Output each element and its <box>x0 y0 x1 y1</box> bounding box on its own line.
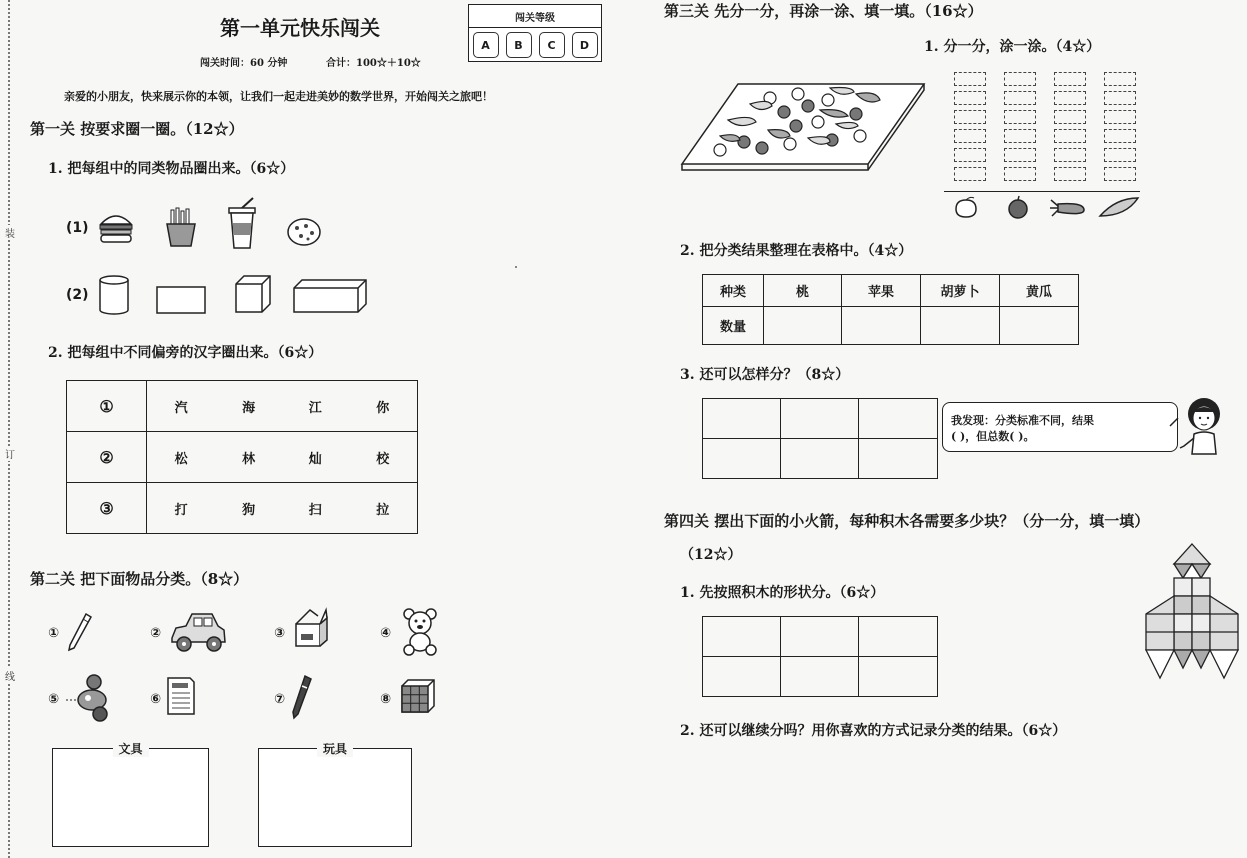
binding-label-ding: 订 <box>5 446 15 461</box>
table-header: 胡萝卜 <box>921 275 1000 307</box>
radical-row-1 <box>67 381 418 432</box>
char-cell[interactable]: 海 <box>215 381 282 432</box>
table-header: 黄瓜 <box>1000 275 1079 307</box>
coloring-columns[interactable] <box>950 72 1144 190</box>
alt-classification-grid[interactable] <box>702 398 938 479</box>
level4-q1: 1. 先按照积木的形状分。（6☆） <box>680 585 885 601</box>
cucumber-icon <box>1098 196 1140 220</box>
table-header: 种类 <box>703 275 764 307</box>
binding-line <box>8 0 11 858</box>
bubble-line-1: 我发现：分类标准不同，结果 <box>951 414 1094 427</box>
classification-table <box>702 274 1079 345</box>
grade-box <box>468 4 602 62</box>
toy-box-label: 玩具 <box>317 740 353 757</box>
block-rocket-illustration <box>1144 542 1240 682</box>
cylinder-icon[interactable] <box>98 274 130 316</box>
cuboid-icon[interactable] <box>292 278 368 314</box>
column-baseline <box>944 191 1140 192</box>
box-icon[interactable] <box>292 608 330 650</box>
produce-tray-illustration <box>680 80 928 172</box>
girl-illustration <box>1176 396 1228 456</box>
item-number: ⑧ <box>380 692 392 707</box>
carrot-column[interactable] <box>1054 72 1086 190</box>
level3-title: 第三关 先分一分，再涂一涂、填一填。（16☆） <box>664 2 983 20</box>
level4-q2: 2. 还可以继续分吗？用你喜欢的方式记录分类的结果。（6☆） <box>680 723 1067 739</box>
toy-box[interactable] <box>258 742 412 847</box>
char-cell[interactable]: 松 <box>147 432 216 483</box>
binding-label-xian: 线 <box>5 668 15 683</box>
notebook-icon[interactable] <box>166 676 196 716</box>
cucumber-column[interactable] <box>1104 72 1136 190</box>
stationery-box[interactable] <box>52 742 209 847</box>
exam-time: 闯关时间：60 分钟 <box>200 58 288 69</box>
item-number: ③ <box>274 626 286 641</box>
toy-car-icon[interactable] <box>168 610 228 656</box>
count-input-cell[interactable] <box>764 307 842 345</box>
radical-row-no: ③ <box>67 483 147 534</box>
pen-icon[interactable] <box>290 674 314 722</box>
row2-label: (2) <box>66 287 89 303</box>
hamburger-icon[interactable] <box>98 210 134 246</box>
char-cell[interactable]: 灿 <box>282 432 349 483</box>
fries-icon[interactable] <box>163 208 199 248</box>
level2-title: 第二关 把下面物品分类。（8☆） <box>30 570 249 588</box>
char-cell[interactable]: 打 <box>147 483 216 534</box>
cube-icon[interactable] <box>234 274 272 314</box>
char-cell[interactable]: 扫 <box>282 483 349 534</box>
level4-title: 第四关 摆出下面的小火箭，每种积木各需要多少块？（分一分，填一填） <box>664 512 1150 530</box>
item-number: ② <box>150 626 162 641</box>
scan-speck <box>515 266 517 268</box>
item-number: ① <box>48 626 60 641</box>
carrot-icon <box>1050 196 1086 218</box>
char-cell[interactable]: 狗 <box>215 483 282 534</box>
char-cell[interactable]: 汽 <box>147 381 216 432</box>
page-title: 第一单元快乐闯关 <box>220 16 380 40</box>
stationery-box-label: 文具 <box>112 740 148 757</box>
char-cell[interactable]: 林 <box>215 432 282 483</box>
peach-icon <box>954 196 978 218</box>
teddy-bear-icon[interactable] <box>400 608 440 656</box>
peach-column[interactable] <box>954 72 986 190</box>
grade-a[interactable]: A <box>473 32 499 58</box>
bubble-line-2[interactable]: ( )，但总数( )。 <box>951 430 1035 443</box>
rectangle-icon[interactable] <box>156 286 206 314</box>
radical-row-no: ② <box>67 432 147 483</box>
item-number: ④ <box>380 626 392 641</box>
grade-c[interactable]: C <box>539 32 565 58</box>
toy-robot-icon[interactable] <box>64 672 114 724</box>
level3-q2: 2. 把分类结果整理在表格中。（4☆） <box>680 243 913 259</box>
rubiks-cube-icon[interactable] <box>400 678 436 714</box>
count-input-cell[interactable] <box>842 307 921 345</box>
row1-label: (1) <box>66 220 89 236</box>
radical-row-no: ① <box>67 381 147 432</box>
table-row-label: 数量 <box>703 307 764 345</box>
radical-table <box>66 380 418 534</box>
pencil-icon[interactable] <box>66 612 92 654</box>
level3-q3: 3. 还可以怎样分？（8☆） <box>680 367 850 383</box>
level1-title: 第一关 按要求圈一圈。（12☆） <box>30 120 244 138</box>
char-cell[interactable]: 拉 <box>349 483 418 534</box>
shape-classification-grid[interactable] <box>702 616 938 697</box>
level1-q1: 1. 把每组中的同类物品圈出来。（6☆） <box>48 161 295 177</box>
speech-bubble <box>942 402 1178 452</box>
binding-label-zhuang: 装 <box>5 225 15 240</box>
char-cell[interactable]: 江 <box>282 381 349 432</box>
grade-b[interactable]: B <box>506 32 532 58</box>
level1-q2: 2. 把每组中不同偏旁的汉字圈出来。（6☆） <box>48 345 323 361</box>
table-header: 苹果 <box>842 275 921 307</box>
grade-title: 闯关等级 <box>469 5 601 28</box>
grade-d[interactable]: D <box>572 32 598 58</box>
count-input-cell[interactable] <box>1000 307 1079 345</box>
char-cell[interactable]: 你 <box>349 381 418 432</box>
apple-icon <box>1006 196 1030 218</box>
level3-q1: 1. 分一分，涂一涂。（4☆） <box>924 39 1101 55</box>
cookie-icon[interactable] <box>286 217 322 247</box>
radical-row-3 <box>67 483 418 534</box>
char-cell[interactable]: 校 <box>349 432 418 483</box>
apple-column[interactable] <box>1004 72 1036 190</box>
radical-row-2 <box>67 432 418 483</box>
item-number: ⑥ <box>150 692 162 707</box>
exam-total: 合计：100☆＋10☆ <box>326 58 421 69</box>
drink-cup-icon[interactable] <box>225 198 259 250</box>
intro-text: 亲爱的小朋友，快来展示你的本领，让我们一起走进美妙的数学世界，开始闯关之旅吧！ <box>64 90 493 103</box>
item-number: ⑤ <box>48 692 60 707</box>
level4-score: （12☆） <box>680 547 742 563</box>
count-input-cell[interactable] <box>921 307 1000 345</box>
item-number: ⑦ <box>274 692 286 707</box>
table-header: 桃 <box>764 275 842 307</box>
